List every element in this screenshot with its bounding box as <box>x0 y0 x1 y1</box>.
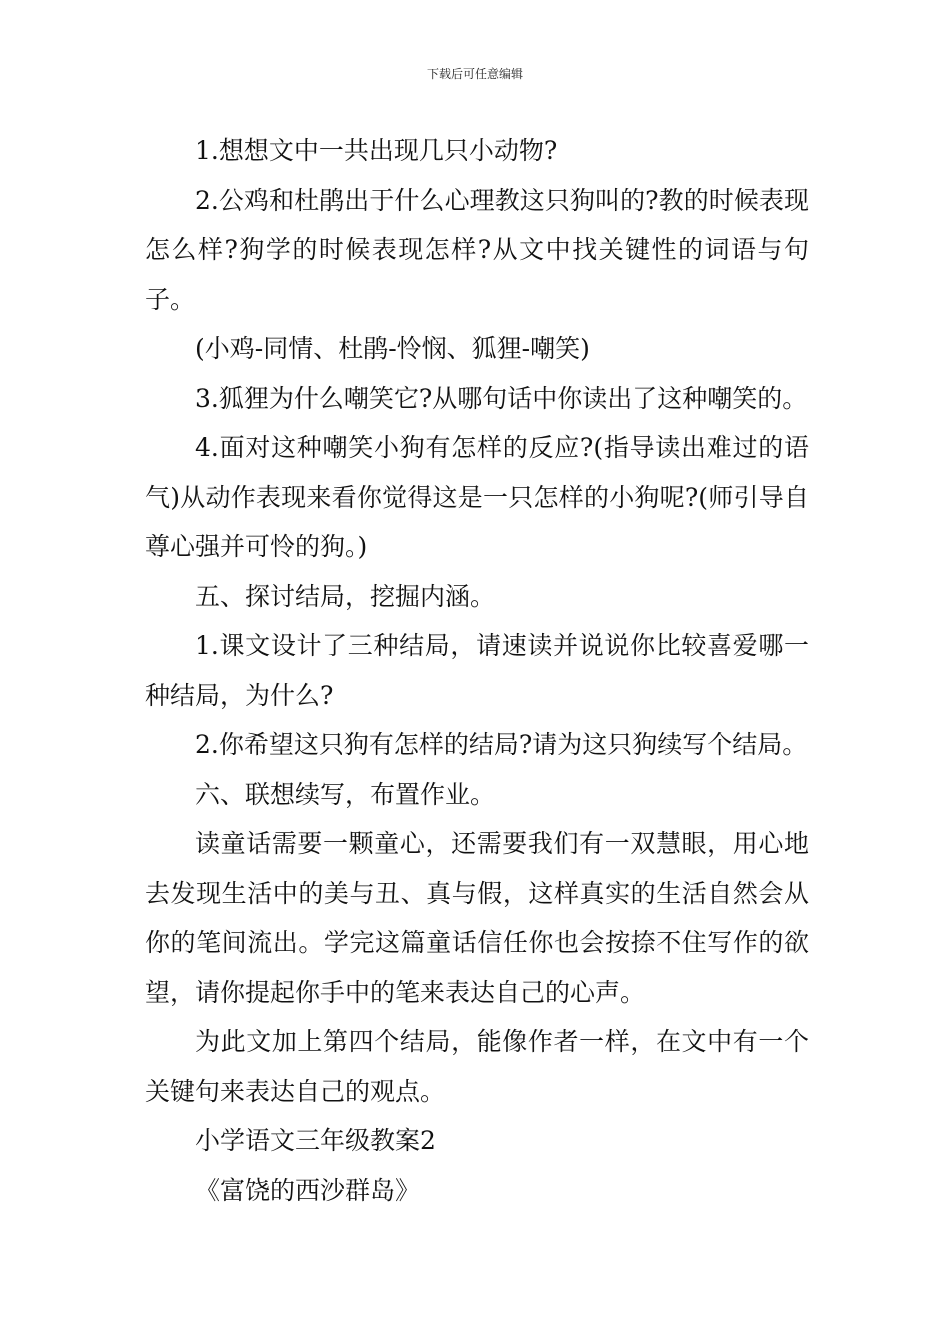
lesson-text-title: 《富饶的西沙群岛》 <box>195 1175 421 1205</box>
paragraph-summary: 读童话需要一颗童心，还需要我们有一双慧眼，用心地去发现生活中的美与丑、真与假，这样真实的生活自然会从你的笔间流出。学完这篇童话信任你也会按捺不住写作的欲望，请你提起你手中的笔来表达自己的心声。 <box>145 829 809 1007</box>
paragraph-answer-note: (小鸡-同情、杜鹃-怜悯、狐狸-嘲笑) <box>195 334 590 363</box>
paragraph-question-2: 2.公鸡和杜鹃出于什么心理教这只狗叫的?教的时候表现怎么样?狗学的时候表现怎样?从文中找关键性的词语与句子。 <box>145 185 809 314</box>
section-heading-6: 六、联想续写，布置作业。 <box>195 779 496 809</box>
document-body <box>145 126 809 1215</box>
paragraph-question-1: 1.想想文中一共出现几只小动物? <box>195 136 558 165</box>
lesson-plan-title: 小学语文三年级教案2 <box>195 1126 436 1155</box>
paragraph-question-3: 3.狐狸为什么嘲笑它?从哪句话中你读出了这种嘲笑的。 <box>195 383 808 413</box>
paragraph-ending-question-2: 2.你希望这只狗有怎样的结局?请为这只狗续写个结局。 <box>195 730 808 759</box>
page-header-note: 下载后可任意编辑 <box>426 67 523 81</box>
paragraph-ending-question-1: 1.课文设计了三种结局，请速读并说说你比较喜爱哪一种结局，为什么? <box>145 631 809 710</box>
paragraph-question-4: 4.面对这种嘲笑小狗有怎样的反应?(指导读出难过的语气)从动作表现来看你觉得这是一只怎样的小狗呢?(师引导自尊心强并可怜的狗。) <box>145 433 809 561</box>
section-heading-5: 五、探讨结局，挖掘内涵。 <box>195 581 496 611</box>
paragraph-homework: 为此文加上第四个结局，能像作者一样，在文中有一个关键句来表达自己的观点。 <box>145 1027 809 1106</box>
